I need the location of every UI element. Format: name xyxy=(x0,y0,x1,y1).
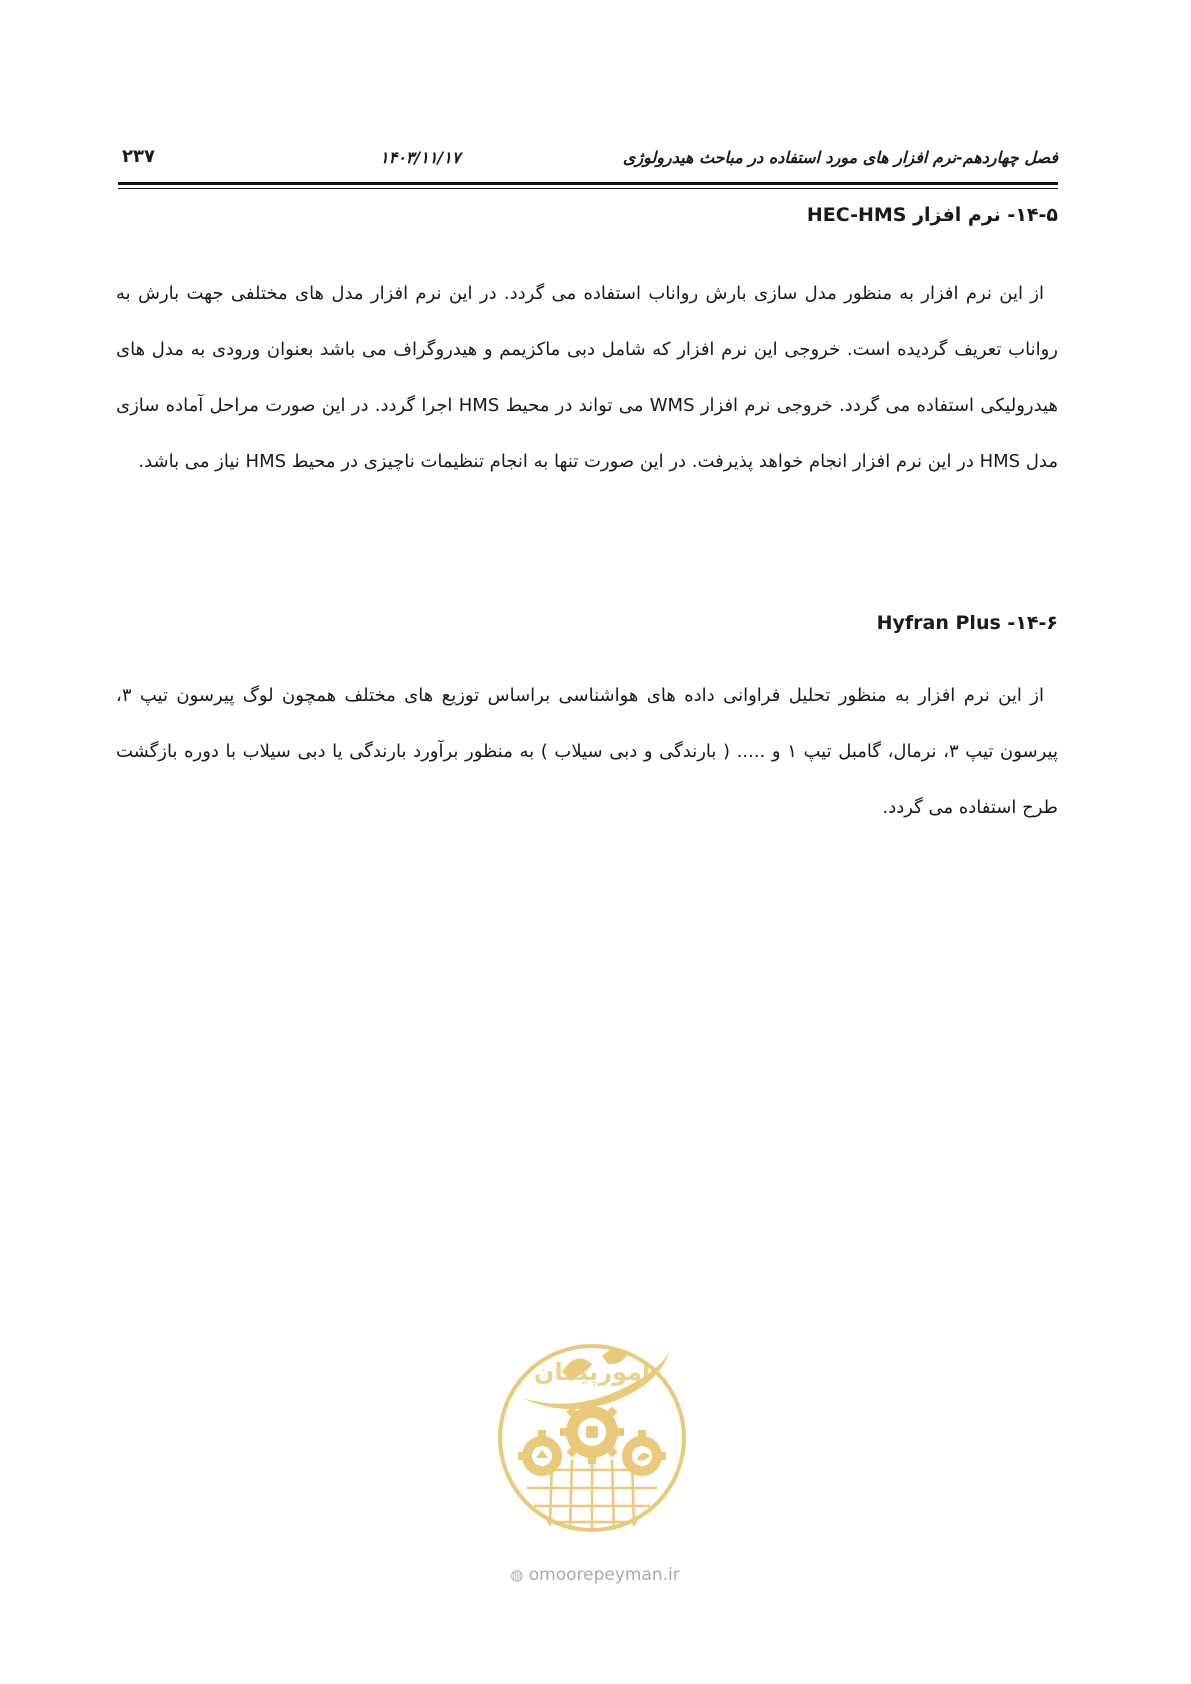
header-rule-thick xyxy=(118,182,1058,185)
watermark-url xyxy=(490,1565,700,1585)
section-hyfran-plus xyxy=(116,612,1058,644)
section-title: ۱۴-۶- Hyfran Plus xyxy=(876,612,1058,634)
section-title: ۱۴-۵- نرم افزار HEC-HMS xyxy=(806,204,1058,226)
header-rule-thin xyxy=(118,188,1058,189)
globe-icon: ◍ xyxy=(510,1566,524,1584)
watermark-url-text: omoorepeyman.ir xyxy=(528,1565,680,1585)
page-number: ۲۳۷ xyxy=(122,146,155,167)
section-paragraph: از این نرم افزار به منظور مدل سازی بارش رواناب استفاده می گردد. در این نرم افزار مدل های مختلفی جهت بارش به رواناب تعریف گردیده است. خروجی این نرم افزار که شامل دبی ماکزیمم و هیدروگراف می باشد بعنوان ورودی به مدل های هیدرولیکی استفاده می گردد. خروجی نرم افزار WMS می تواند در محیط HMS اجرا گردد. در این صورت مراحل آماده سازی مدل HMS در این نرم افزار انجام خواهد پذیرفت. در این صورت تنها به انجام تنظیمات ناچیزی در محیط HMS نیاز می باشد. xyxy=(116,283,1058,472)
logo-text: امورپیمان xyxy=(533,1358,651,1386)
page-header xyxy=(118,144,1058,178)
section-paragraph: از این نرم افزار به منظور تحلیل فراوانی داده های هواشناسی براساس توزیع های مختلف همچون لوگ پیرسون تیپ ۳، پیرسون تیپ ۳، نرمال، گامبل تیپ ۱ و ..... ( بارندگی و دبی سیلاب ) به منظور برآورد بارندگی یا دبی سیلاب با دوره بازگشت طرح استفاده می گردد. xyxy=(116,685,1058,818)
omoorepeyman-logo xyxy=(492,1320,692,1556)
chapter-title: فصل چهاردهم-نرم افزار های مورد استفاده در مباحث هیدرولوژی xyxy=(622,148,1058,167)
section-hec-hms-body xyxy=(116,266,1058,490)
header-date: ۱۴۰۳/۱۱/۱۷ xyxy=(380,148,461,167)
section-hyfran-plus-body xyxy=(116,668,1058,836)
section-hec-hms xyxy=(116,204,1058,236)
